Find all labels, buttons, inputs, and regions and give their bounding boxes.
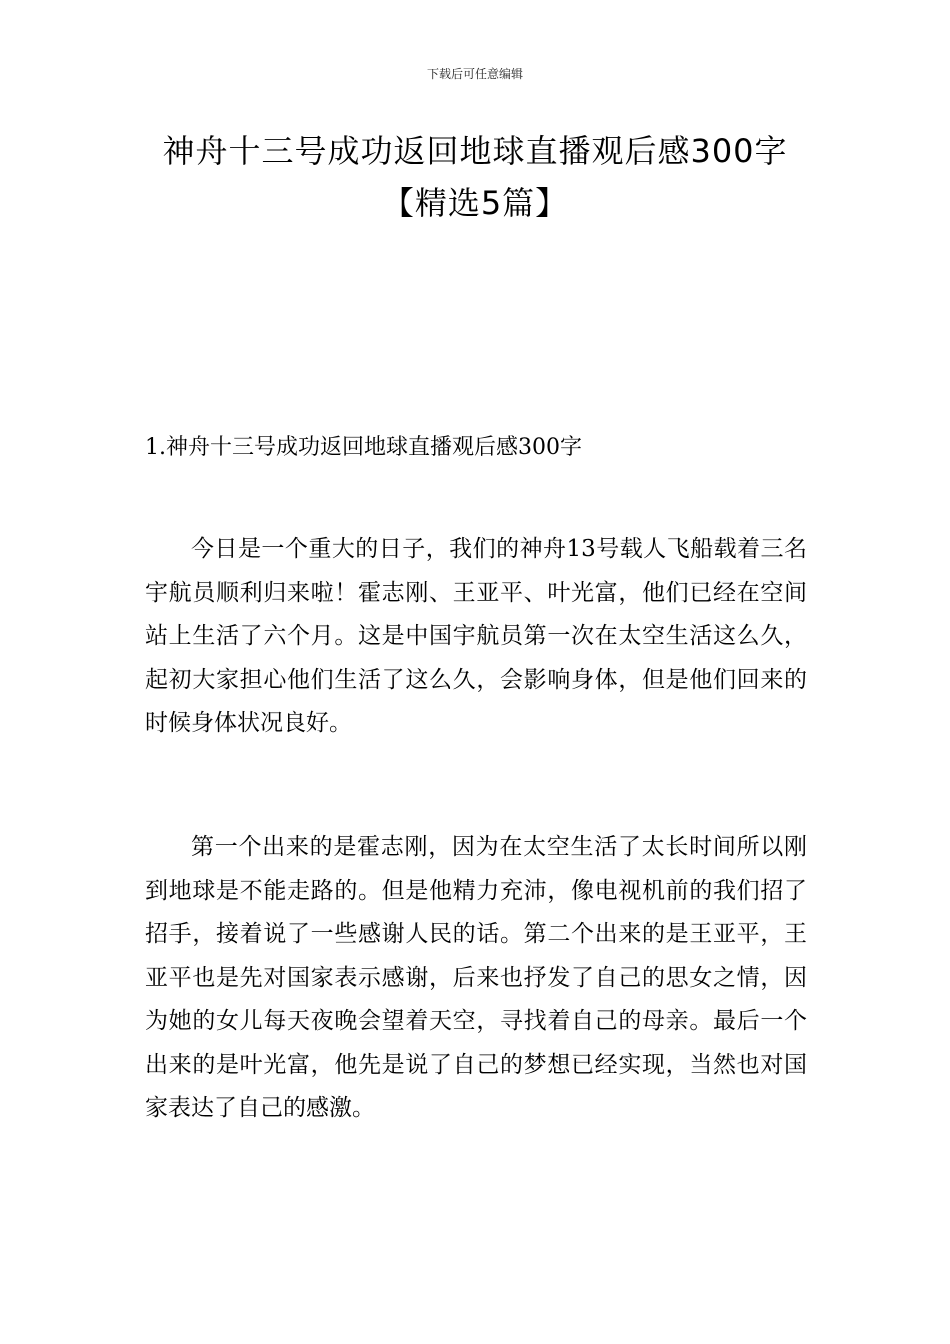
paragraph-1: 今日是一个重大的日子，我们的神舟13号载人飞船载着三名宇航员顺利归来啦！霍志刚、王亚平、叶光富，他们已经在空间站上生活了六个月。这是中国宇航员第一次在太空生活这么久，起初大家担心他们生活了这么久，会影响身体，但是他们回来的时候身体状况良好。 <box>145 536 807 736</box>
paragraph-2: 第一个出来的是霍志刚，因为在太空生活了太长时间所以刚到地球是不能走路的。但是他精力充沛，像电视机前的我们招了招手，接着说了一些感谢人民的话。第二个出来的是王亚平，王亚平也是先对国家表示感谢，后来也抒发了自己的思女之情，因为她的女儿每天夜晚会望着天空，寻找着自己的母亲。最后一个出来的是叶光富，他先是说了自己的梦想已经实现，当然也对国家表达了自己的感激。 <box>145 834 807 1121</box>
header-note: 下载后可任意编辑 <box>426 67 523 81</box>
section-heading: 1.神舟十三号成功返回地球直播观后感300字 <box>145 435 582 460</box>
document-title: 神舟十三号成功返回地球直播观后感300字【精选5篇】 <box>162 132 788 222</box>
